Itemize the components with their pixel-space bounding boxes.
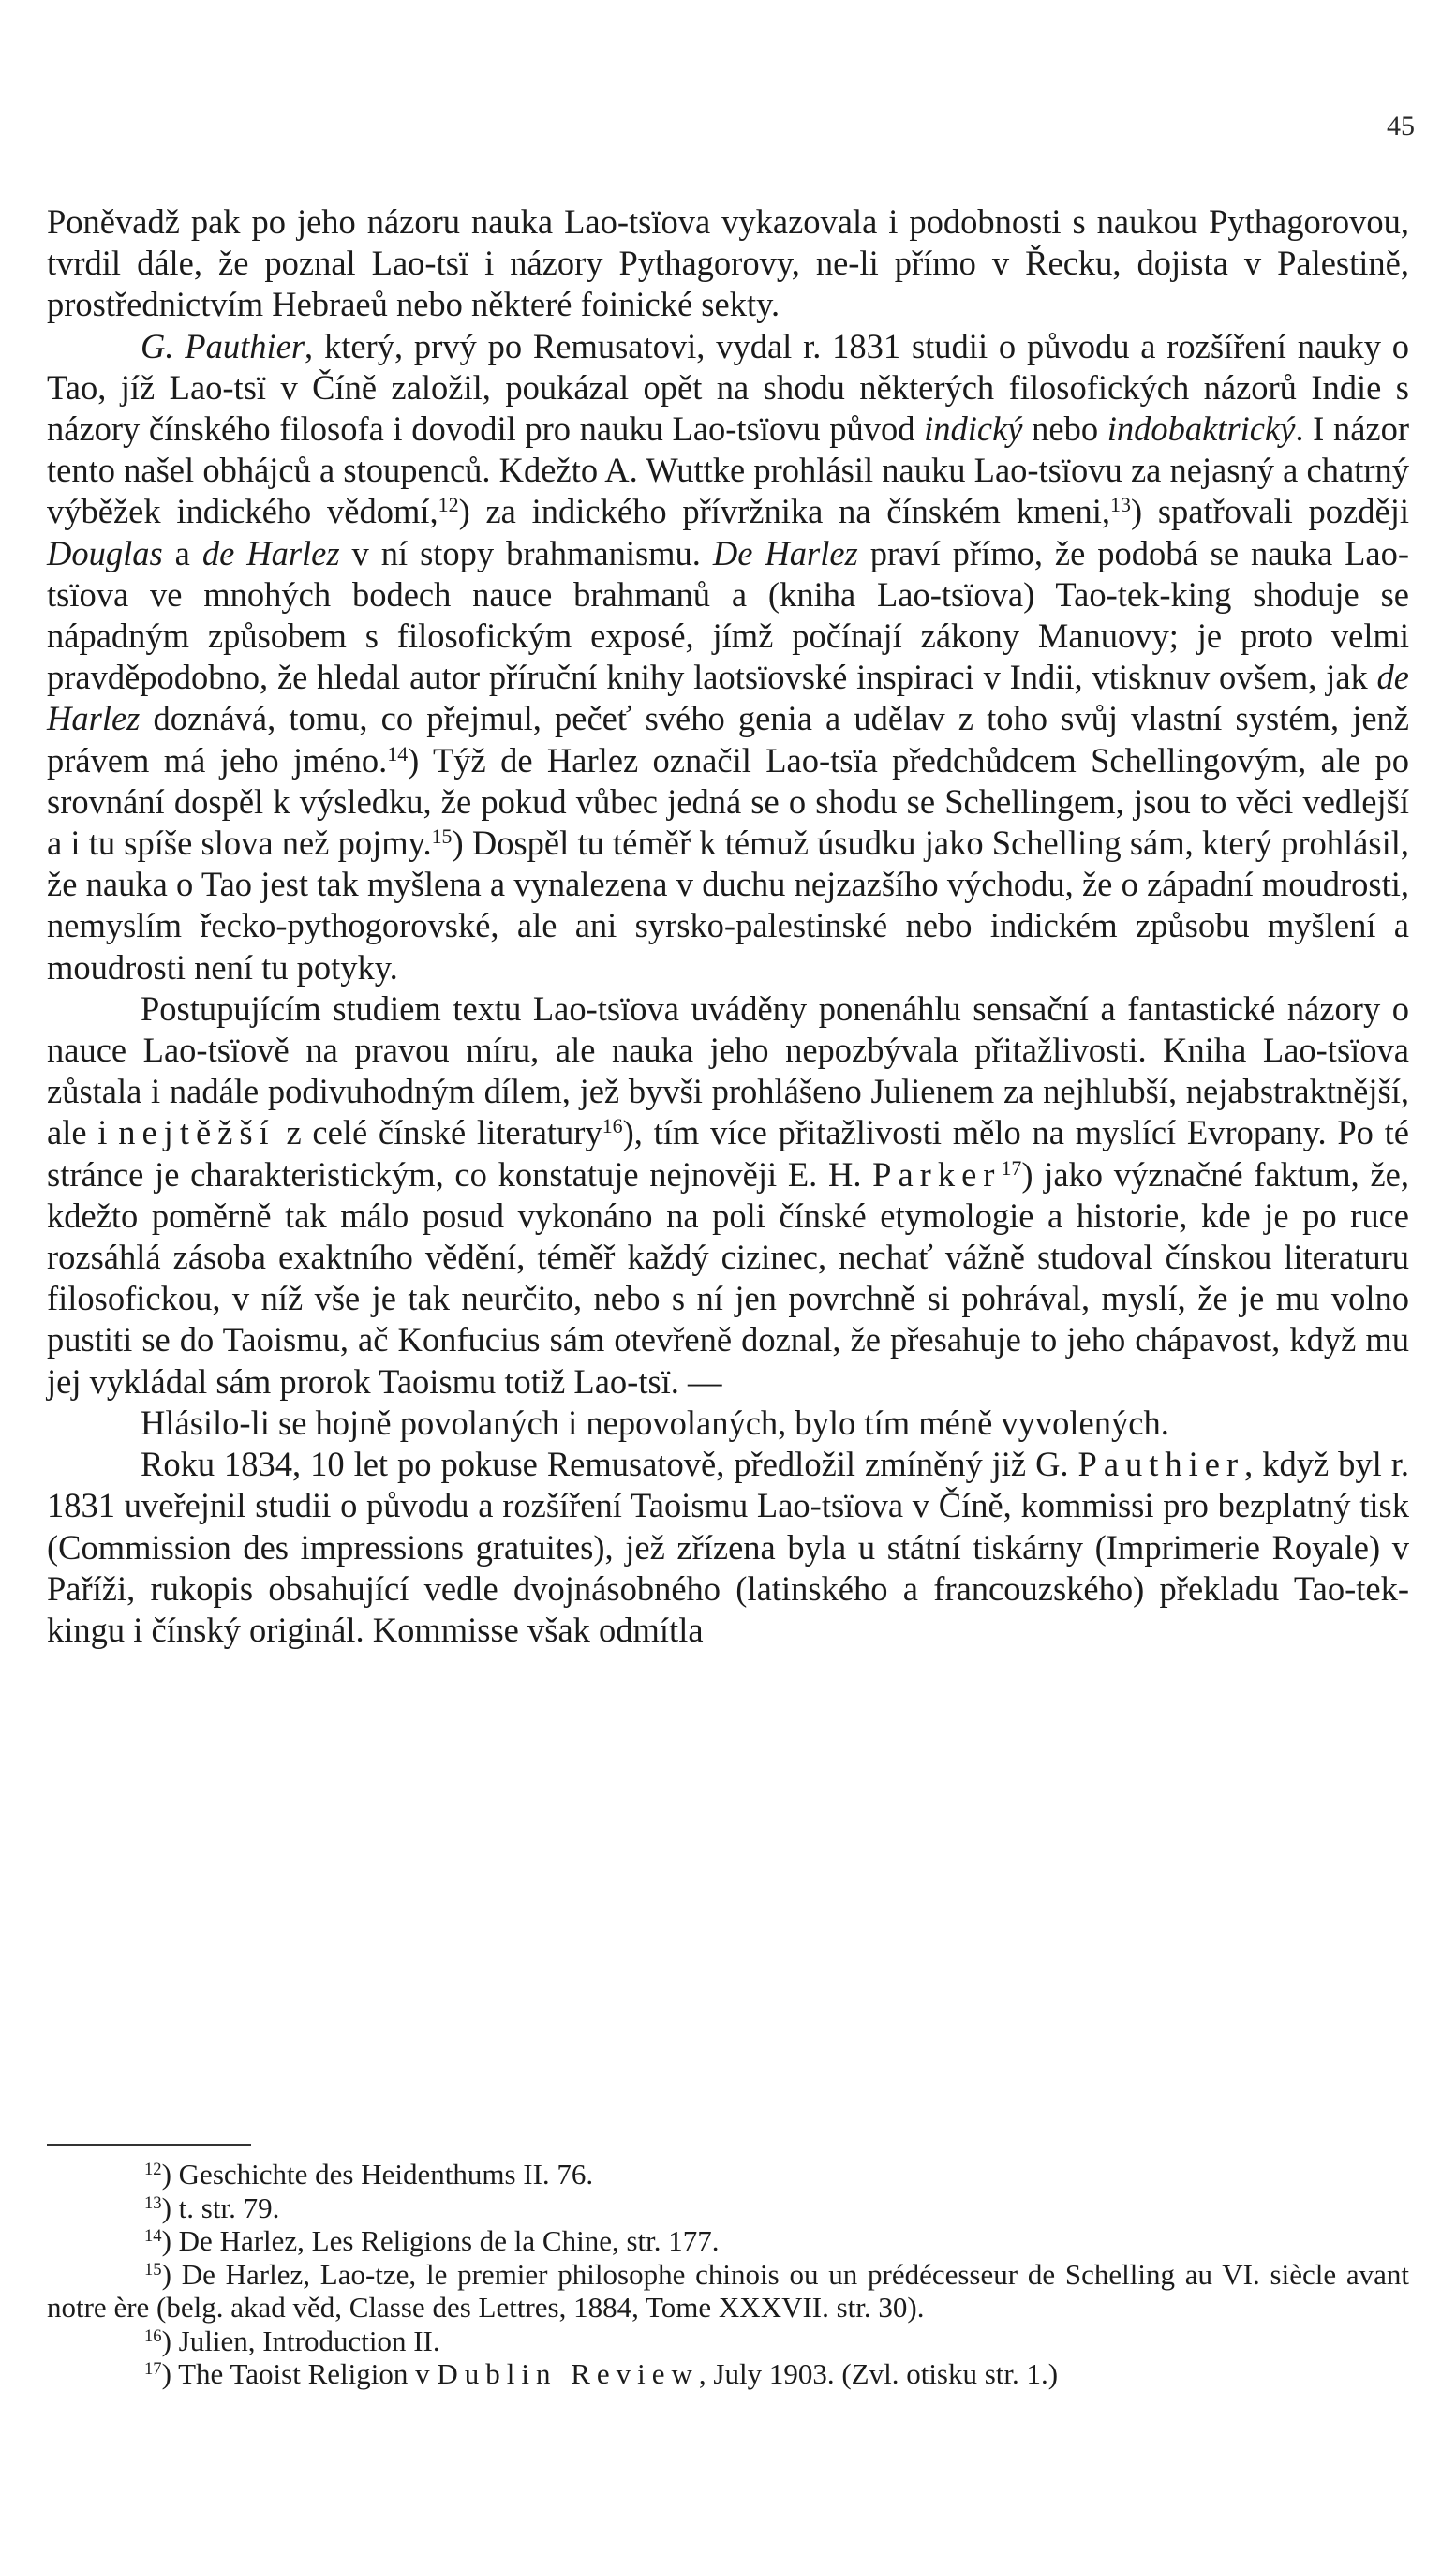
text-run: jako význačné faktum, že, kdežto poměrně tak málo posud vykonáno na poli čínské etymologie a historie, kde je po ruce rozsáhlá zásoba exaktního vědění, téměř každý cizinec, nechať vážně studoval čínskou literaturu filosofickou, v níž vše je tak neurčito, nebo s ní jen povrchně si pohrával, myslí, že je mu volno pustiti se do Taoismu, ač Konfucius sám otevřeně doznal, že přesahuje to jeho chápavost, když mu jej vykládal sám prorok Taoismu totiž Lao-tsï. —	[47, 1154, 1409, 1401]
footnote-15: $^{15}$) De Harlez, Lao-tze, le premier philosophe chinois ou un prédécesseur de Schelling au VI. siècle avant notre ère (belg. akad věd, Classe des Lettres, 1884, Tome XXXVII. str. 30).	[47, 2257, 1409, 2324]
text-run: , když byl r. 1831 uveřejnil studii o původu a rozšíření Taoismu Lao-tsïova v Číně, kommissi pro bezplatný tisk (Commission des impressions gratuites), jež zřízena byla u státní tiskárny (Imprimerie Royale) v Paříži, rukopis obsahující vedle dvojnásobného (latinského a francouzského) překladu Tao-tek-kingu i čínský originál. Kommisse však odmítla	[47, 1445, 1409, 1649]
text-run: spatřovali později	[1142, 492, 1409, 531]
footnote-17: $^{17}$) The Taoist Religion v Dublin Review, July 1903. (Zvl. otisku str. 1.)	[144, 2357, 1059, 2390]
journal-title: Dublin Review	[437, 2357, 699, 2390]
text-run: praví přímo, že podobá se nauka Lao-tsïova ve mnohých bodech nauce brahmanů a (kniha Lao-tsïova) Tao-tek-king shoduje se nápadným způsobem s filosofickým exposé, jímž počínají zákony Manuovy; je proto velmi pravděpodobno, že hledal autor příruční knihy laotsïovské inspiraci v Indii, vtisknuv ovšem, jak	[47, 533, 1410, 697]
footnote-ref: 16	[602, 1114, 623, 1138]
footnote-number: 12	[144, 2159, 162, 2179]
text-run: , který, prvý po Remusatovi, vydal r. 1831 studii o původu a rozšíření nauky o Tao, jíž Lao-tsï v Číně založil, poukázal opět na shodu některých filosofických názorů Indie s názory čínského filosofa i dovodil pro nauku Lao-tsïovu původ	[47, 326, 1410, 449]
footnote-ref: 15	[431, 824, 453, 849]
text-run: nebo	[1022, 409, 1107, 449]
footnote-13: $^{13}$) t. str. 79.	[144, 2191, 280, 2224]
footnote-text: The Taoist Religion v	[178, 2357, 438, 2390]
footnote-16: $^{16}$) Julien, Introduction II.	[144, 2324, 440, 2357]
footnote-14: $^{14}$) De Harlez, Les Religions de la Chine, str. 177.	[144, 2224, 720, 2257]
author-name: De Harlez	[712, 533, 858, 572]
text-run: Postupujícím studiem textu Lao-tsïova uváděny ponenáhlu sensační a fantastické názory o nauce Lao-tsïově na pravou míru, ale nauka jeho nepozbývala přitažlivosti. Kniha Lao-tsïova zůstala i nadále podivuhodným dílem, jež byvši prohlášeno Julienem za nejhlubší, nejabstraktnější, ale i	[47, 988, 1409, 1152]
text-run: doznává, tomu, co přejmul, pečeť svého genia a udělav z toho svůj vlastní systém, jenž právem má jeho jméno.	[47, 699, 1409, 780]
author-name: Douglas	[47, 533, 163, 572]
footnote-text: Julien, Introduction II.	[178, 2324, 440, 2357]
author-name: de Harlez	[47, 658, 1409, 738]
footnote-text: Geschichte des Heidenthums II. 76.	[178, 2158, 594, 2191]
paragraph-1: Poněvadž pak po jeho názoru nauka Lao-tsïova vykazovala i podobnosti s naukou Pythagorovou, tvrdil dále, že poznal Lao-tsï i názory Pythagorovy, ne-li přímo v Řecku, dojista v Palestině, prostřednictvím Hebraeů nebo některé foinické sekty.	[47, 202, 1409, 324]
text-run: Dospěl tu téměř k témuž úsudku jako Schelling sám, který prohlásil, že nauka o Tao jest tak myšlena a vynalezena v duchu nejzazšího východu, že o západní moudrosti, nemyslím řecko-pythogorovské, ale ani syrsko-palestinské nebo indickém způsobu myšlení a moudrosti není tu potyky.	[47, 824, 1409, 987]
footnote-text: t. str. 79.	[178, 2191, 280, 2224]
text-run: Roku 1834, 10 let po pokuse Remusatově, předložil zmíněný již G.	[141, 1445, 1078, 1484]
footnote-number: 14	[144, 2225, 162, 2246]
footnote-divider	[47, 2144, 251, 2146]
body-text	[47, 201, 1409, 1651]
footnote-number: 13	[144, 2192, 162, 2213]
footnote-text: De Harlez, Les Religions de la Chine, str. 177.	[178, 2224, 720, 2257]
footnote-ref: 13	[1110, 493, 1131, 517]
paragraph-5	[47, 1444, 1409, 1651]
footnote-ref: 12	[438, 493, 459, 517]
text-run: v ní stopy brahmanismu.	[339, 533, 713, 572]
emphasis: indobaktrický	[1107, 409, 1296, 449]
text-run: Týž de Harlez označil Lao-tsïa předchůdcem Schellingovým, ale po srovnání dospěl k výsledku, že pokud vůbec jedná se o shodu se Schellingem, jsou to věci vedlejší a i tu spíše slova než pojmy.	[47, 740, 1409, 863]
author-name: de Harlez	[201, 533, 340, 572]
footnote-text: , July 1903. (Zvl. otisku str. 1.)	[698, 2357, 1059, 2390]
text-run: z celé čínské literatury	[275, 1113, 602, 1152]
text-run: . I názor tento našel obhájců a stoupenců. Kdežto A. Wuttke prohlásil nauku Lao-tsïovu za nejasný a chatrný výběžek indického vědomí,	[47, 409, 1409, 531]
spaced-name: Pauthier	[1077, 1445, 1245, 1484]
page-number: 45	[1387, 111, 1415, 141]
footnote-ref: 14	[387, 741, 409, 765]
footnote-number: 16	[144, 2325, 162, 2346]
text-run: a	[162, 533, 202, 572]
footnote-text: De Harlez, Lao-tze, le premier philosophe chinois ou un prédécesseur de Schelling au VI. siècle avant notre ère (belg. akad věd, Classe des Lettres, 1884, Tome XXXVII. str. 30).	[47, 2257, 1409, 2324]
paragraph-2: G. Pauthier, který, prvý po Remusatovi, vydal r. 1831 studii o původu a rozšíření nauky o Tao, jíž Lao-tsï v Číně založil, poukázal opět na shodu některých filosofických názorů Indie s názory čínského filosofa i dovodil pro nauku Lao-tsïovu původ indický nebo indobaktrický. I názor tento našel obhájců a stoupenců. Kdežto A. Wuttke prohlásil nauku Lao-tsïovu za nejasný a chatrný výběžek indického vědomí,$^{12}$) za indického přívržnika na čínském kmeni,$^{13}$) spatřovali později Douglas a de Harlez v ní stopy brahmanismu. De Harlez praví přímo, že podobá se nauka Lao-tsïova ve mnohých bodech nauce brahmanů a (kniha Lao-tsïova) Tao-tek-king shoduje se nápadným způsobem s filosofickým exposé, jímž počínají zákony Manuovy; je proto velmi pravděpodobno, že hledal autor příruční knihy laotsïovské inspiraci v Indii, vtisknuv ovšem, jak de Harlez doznává, tomu, co přejmul, pečeť svého genia a udělav z toho svůj vlastní systém, jenž právem má jeho jméno.$^{14}$) Týž de Harlez označil Lao-tsïa předchůdcem Schellingovým, ale po srovnání dospěl k výsledku, že pokud vůbec jedná se o shodu se Schellingem, jsou to věci vedlejší a i tu spíše slova než pojmy.$^{15}$) Dospěl tu téměř k témuž úsudku jako Schelling sám, který prohlásil, že nauka o Tao jest tak myšlena a vynalezena v duchu nejzazšího východu, že o západní moudrosti, nemyslím řecko-pythogorovské, ale ani syrsko-palestinské nebo indickém způsobu myšlení a moudrosti není tu potyky.	[47, 326, 1410, 987]
spaced-emphasis: nejtěžší	[118, 1113, 275, 1152]
footnote-number: 17	[144, 2358, 162, 2379]
footnote-12: $^{12}$) Geschichte des Heidenthums II. 76.	[144, 2158, 594, 2191]
footnote-ref: 17	[1001, 1155, 1022, 1180]
spaced-name: Parker	[872, 1154, 1002, 1194]
paragraph-3: Postupujícím studiem textu Lao-tsïova uváděny ponenáhlu sensační a fantastické názory o nauce Lao-tsïově na pravou míru, ale nauka jeho nepozbývala přitažlivosti. Kniha Lao-tsïova zůstala i nadále podivuhodným dílem, jež byvši prohlášeno Julienem za nejhlubší, nejabstraktnější, ale i nejtěžší z celé čínské literatury$^{16}$), tím více přitažlivosti mělo na myslící Evropany. Po té stránce je charakteristickým, co konstatuje nejnověji E. H. Parker$^{17}$) jako význačné faktum, že, kdežto poměrně tak málo posud vykonáno na poli čínské etymologie a historie, kde je po ruce rozsáhlá zásoba exaktního vědění, téměř každý cizinec, nechať vážně studoval čínskou literaturu filosofickou, v níž vše je tak neurčito, nebo s ní jen povrchně si pohrával, myslí, že je mu volno pustiti se do Taoismu, ač Konfucius sám otevřeně doznal, že přesahuje to jeho chápavost, když mu jej vykládal sám prorok Taoismu totiž Lao-tsï. —	[47, 988, 1410, 1401]
emphasis: indický	[924, 409, 1023, 449]
author-name: G. Pauthier	[141, 326, 305, 365]
paragraph-4: Hlásilo-li se hojně povolaných i nepovolaných, bylo tím méně vyvolených.	[141, 1403, 1169, 1442]
text-run: za indického přívržnika na čínském kmeni,	[469, 492, 1111, 531]
footnote-number: 15	[144, 2259, 162, 2280]
text-run: , tím více přitažlivosti mělo na myslící Evropany. Po té stránce je charakteristickým, co konstatuje nejnověji E. H.	[47, 1113, 1410, 1194]
footnotes	[47, 2158, 1409, 2391]
